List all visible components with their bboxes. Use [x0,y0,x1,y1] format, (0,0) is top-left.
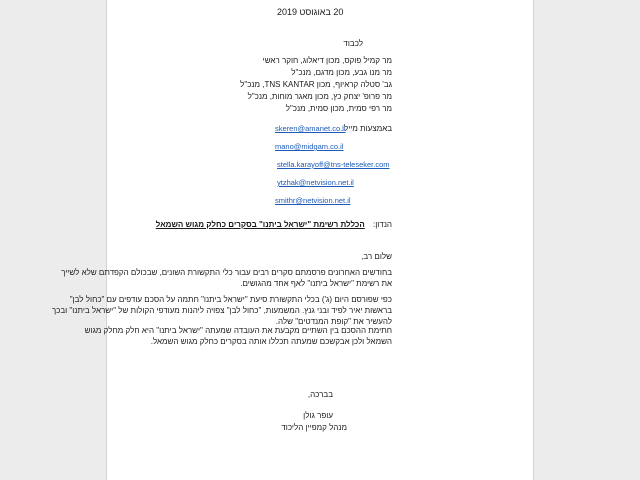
paragraph-line: חתימת ההסכם בין השתיים מקבעת את העובדה שמעתה "ישראל ביתנו" היא חלק מחלק מגוש [84,326,392,335]
left-gutter [0,0,106,480]
email-link[interactable]: smithr@netvision.net.il [275,196,351,205]
email-list [275,123,390,213]
via-email-label: באמצעות מייל: [341,124,392,133]
signature-title: מנהל קמפיין הליכוד [281,423,347,432]
body-paragraph-1 [57,267,392,289]
paragraph-line: השמאל ולכן אבקשכם שמעתה תכללו אותה בסקרים כחלק מגוש השמאל. [150,337,392,346]
recipient-line: מר פרופ' יצחק כץ, מכון מאגר מוחות, מנכ"ל [247,92,392,101]
body-paragraph-3 [57,325,392,347]
salutation: שלום רב, [361,252,392,261]
recipient-line: מר רפי סמית, מכון סמית, מנכ"ל [285,104,392,113]
subject-line [156,219,392,230]
subject-text: הכללת רשימת "ישראל ביתנו" בסקרים כחלק מגוש השמאל [155,220,365,229]
right-gutter [534,0,640,480]
letter-date: 20 באוגוסט 2019 [277,7,344,17]
subject-label: הנדון: [373,220,392,229]
letter-greeting: לכבוד [343,39,363,48]
paragraph-line: בחודשים האחרונים פרסמתם סקרים רבים עבור כלי התקשורת השונים, שבכולם הקפדתם שלא לשייך [61,268,392,277]
email-link[interactable]: mano@midgam.co.il [275,142,344,151]
recipient-line: מר קמיל פוקס, מכון דיאלוג, חוקר ראשי [262,56,392,65]
closing: בברכה, [307,390,333,399]
signature-name: עופר גולן [303,411,333,420]
body-paragraph-2 [51,294,392,327]
email-link[interactable]: ytzhak@netvision.net.il [277,178,354,187]
email-link[interactable]: skeren@amanet.co.il [275,124,346,133]
recipient-line: גב' סטלה קראיוף, מכון TNS KANTAR, מנכ"ל [240,80,392,89]
document-page [51,0,534,480]
paragraph-line: להעשיר את "קופת המנדטים" שלה. [275,317,392,326]
paragraph-line: את רשימת "ישראל ביתנו" לאף אחד מהגושים. [240,279,392,288]
paragraph-line: בראשות יאיר לפיד ובני גנץ. המשמעות, "כחול לבן" צפויה ליהנות מעודפי הקולות של "ישראל ביתנו" ובכך [51,306,392,315]
email-link[interactable]: stella.karayoff@tns-teleseker.com [277,160,390,169]
recipient-line: מר מנו גבע, מכון מדגם, מנכ"ל [291,68,392,77]
paragraph-line: כפי שפורסם היום (ג') בכלי התקשורת סיעת "ישראל ביתנו" חתמה על הסכם עודפים עם "כחול לבן" [69,295,392,304]
recipients-block [162,55,392,115]
